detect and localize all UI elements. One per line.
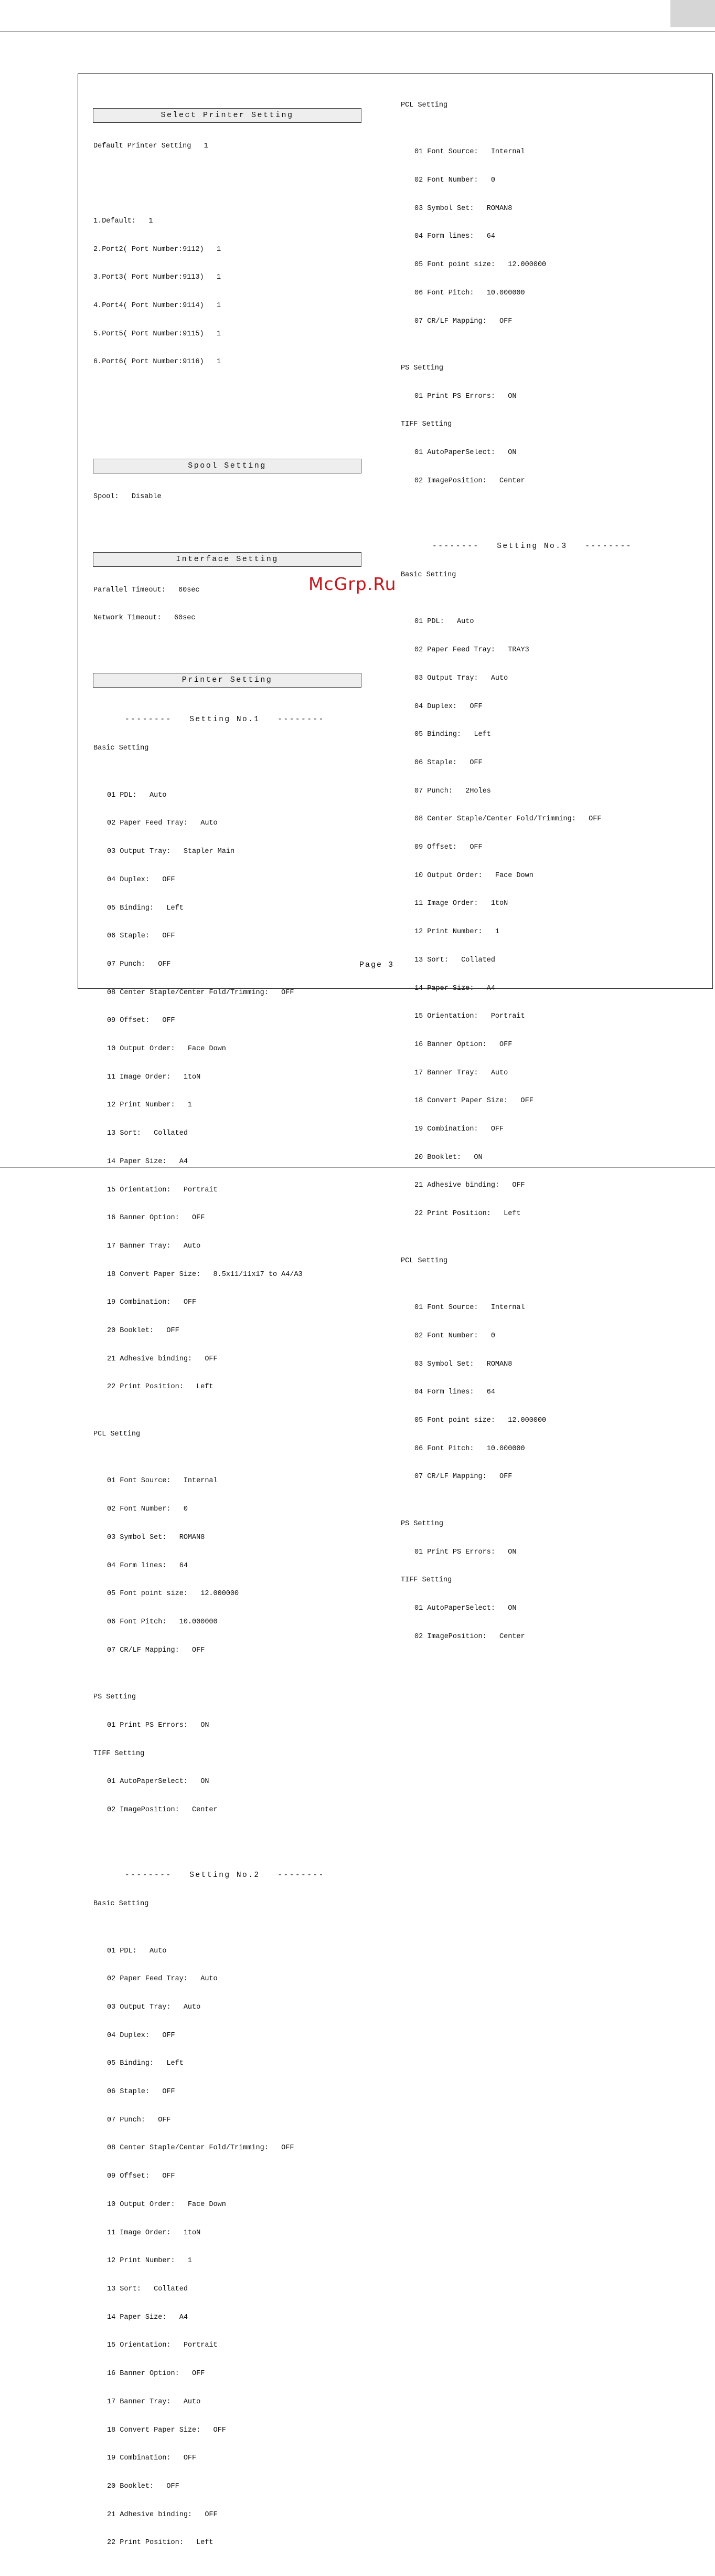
- page-number: Page 3: [359, 960, 394, 969]
- list-item: 01 PDL: Auto: [107, 1947, 167, 1955]
- list-item: 07 CR/LF Mapping: OFF: [414, 1473, 513, 1481]
- list-item: 07 CR/LF Mapping: OFF: [107, 1646, 205, 1654]
- list-item: 21 Adhesive binding: OFF: [414, 1181, 525, 1190]
- port-item: 2.Port2( Port Number:9112) 1: [93, 245, 221, 254]
- list-item: 04 Form lines: 64: [107, 1561, 188, 1570]
- list-item: 18 Convert Paper Size: OFF: [107, 2426, 226, 2434]
- port-list: [93, 198, 366, 386]
- default-printer-line: Default Printer Setting 1: [93, 142, 208, 150]
- list-item: 20 Booklet: OFF: [107, 2482, 179, 2490]
- list-item: 18 Convert Paper Size: 8.5x11/11x17 to A4/A3: [107, 1270, 303, 1279]
- pcl-heading: PCL Setting: [93, 1430, 141, 1438]
- list-item: 01 PDL: Auto: [414, 618, 474, 626]
- list-item: 10 Output Order: Face Down: [107, 1045, 226, 1053]
- list-item: 03 Output Tray: Auto: [414, 674, 508, 682]
- list-item: 16 Banner Option: OFF: [107, 2370, 205, 2378]
- port-item: 3.Port3( Port Number:9113) 1: [93, 273, 221, 282]
- list-item: 01 Font Source: Internal: [414, 1304, 525, 1312]
- list-item: 03 Symbol Set: ROMAN8: [107, 1533, 205, 1542]
- list-item: 07 Punch: OFF: [107, 960, 171, 968]
- list-item: 14 Paper Size: A4: [107, 1157, 188, 1166]
- list-item: 07 Punch: OFF: [107, 2116, 171, 2124]
- list-item: 01 Font Source: Internal: [414, 148, 525, 156]
- setting-3-title: -------- Setting No.3 --------: [432, 542, 632, 551]
- list-item: 02 Font Number: 0: [414, 1332, 495, 1340]
- printer-banner: Printer Setting: [93, 673, 361, 688]
- ps-heading: PS Setting: [401, 364, 444, 373]
- list-item: 02 ImagePosition: Center: [414, 477, 525, 485]
- list-item: 02 Font Number: 0: [414, 176, 495, 185]
- list-item: 05 Binding: Left: [107, 904, 184, 912]
- list-item: 18 Convert Paper Size: OFF: [414, 1097, 533, 1105]
- list-item: 22 Print Position: Left: [414, 1210, 521, 1218]
- list-item: 14 Paper Size: A4: [107, 2313, 188, 2321]
- setting-2-pcl-list: [401, 129, 695, 345]
- list-item: 09 Offset: OFF: [414, 843, 483, 852]
- ps-heading: PS Setting: [401, 1519, 444, 1528]
- list-item: 16 Banner Option: OFF: [414, 1040, 513, 1049]
- basic-heading: Basic Setting: [401, 571, 456, 579]
- setting-2-title: -------- Setting No.2 --------: [125, 1871, 325, 1880]
- list-item: 15 Orientation: Portrait: [107, 1186, 218, 1194]
- left-column: [93, 89, 366, 2576]
- spool-line: Spool: Disable: [93, 493, 162, 501]
- list-item: 19 Combination: OFF: [414, 1125, 504, 1134]
- list-item: 03 Output Tray: Stapler Main: [107, 848, 235, 856]
- list-item: 17 Banner Tray: Auto: [107, 2398, 201, 2406]
- list-item: 16 Banner Option: OFF: [107, 1214, 205, 1222]
- list-item: 21 Adhesive binding: OFF: [107, 2510, 218, 2519]
- basic-heading: Basic Setting: [93, 744, 149, 753]
- list-item: 05 Binding: Left: [107, 2060, 184, 2068]
- spool-banner: Spool Setting: [93, 459, 361, 473]
- list-item: 06 Staple: OFF: [414, 758, 483, 767]
- list-item: 22 Print Position: Left: [107, 2539, 214, 2547]
- list-item: 01 AutoPaperSelect: ON: [414, 449, 517, 457]
- list-item: 04 Form lines: 64: [414, 233, 495, 241]
- list-item: 01 AutoPaperSelect: ON: [414, 1604, 517, 1613]
- setting-3-pcl-list: [401, 1284, 695, 1501]
- list-item: 06 Font Pitch: 10.000000: [414, 289, 525, 297]
- list-item: 08 Center Staple/Center Fold/Trimming: OFF: [107, 988, 294, 997]
- list-item: 05 Font point size: 12.000000: [107, 1590, 239, 1598]
- list-item: 14 Paper Size: A4: [414, 984, 495, 993]
- list-item: 11 Image Order: 1toN: [107, 1073, 201, 1081]
- list-item: 03 Symbol Set: ROMAN8: [414, 204, 513, 213]
- list-item: 22 Print Position: Left: [107, 1383, 214, 1391]
- setting-1-pcl-list: [93, 1458, 366, 1674]
- setting-1-title: -------- Setting No.1 --------: [125, 715, 325, 724]
- watermark-text: McGrp.Ru: [308, 574, 397, 594]
- list-item: 10 Output Order: Face Down: [414, 871, 533, 880]
- list-item: 20 Booklet: ON: [414, 1153, 483, 1162]
- pcl-heading: PCL Setting: [401, 101, 448, 109]
- list-item: 17 Banner Tray: Auto: [414, 1069, 508, 1077]
- right-column: [401, 82, 695, 1651]
- list-item: 04 Duplex: OFF: [414, 702, 483, 711]
- list-item: 05 Font point size: 12.000000: [414, 1417, 547, 1425]
- list-item: 08 Center Staple/Center Fold/Trimming: OFF: [107, 2144, 294, 2152]
- interface-banner: Interface Setting: [93, 552, 361, 567]
- list-item: 13 Sort: Collated: [414, 956, 495, 964]
- basic-heading: Basic Setting: [93, 1900, 149, 1908]
- list-item: 04 Form lines: 64: [414, 1388, 495, 1397]
- list-item: 05 Binding: Left: [414, 731, 491, 739]
- list-item: 07 Punch: 2Holes: [414, 787, 491, 795]
- list-item: 06 Font Pitch: 10.000000: [414, 1444, 525, 1453]
- list-item: 11 Image Order: 1toN: [107, 2229, 201, 2237]
- list-item: 15 Orientation: Portrait: [414, 1012, 525, 1021]
- corner-tab: [670, 0, 715, 27]
- header-rule: [0, 31, 715, 32]
- list-item: 19 Combination: OFF: [107, 2454, 197, 2463]
- port-item: 1.Default: 1: [93, 217, 153, 225]
- list-item: 04 Duplex: OFF: [107, 2031, 175, 2040]
- list-item: 21 Adhesive binding: OFF: [107, 1355, 218, 1363]
- list-item: 20 Booklet: OFF: [107, 1327, 179, 1335]
- list-item: 01 Print PS Errors: ON: [107, 1721, 209, 1729]
- list-item: 13 Sort: Collated: [107, 2285, 188, 2293]
- port-item: 6.Port6( Port Number:9116) 1: [93, 358, 221, 366]
- tiff-heading: TIFF Setting: [401, 420, 452, 429]
- list-item: 02 ImagePosition: Center: [107, 1806, 218, 1814]
- list-item: 04 Duplex: OFF: [107, 875, 175, 884]
- list-item: 01 Print PS Errors: ON: [414, 392, 517, 400]
- interface-line: Network Timeout: 60sec: [93, 614, 196, 622]
- pcl-heading: PCL Setting: [401, 1257, 448, 1265]
- select-printer-banner: Select Printer Setting: [93, 108, 361, 123]
- tiff-heading: TIFF Setting: [93, 1749, 145, 1758]
- list-item: 07 CR/LF Mapping: OFF: [414, 317, 513, 325]
- port-item: 4.Port4( Port Number:9114) 1: [93, 301, 221, 310]
- list-item: 12 Print Number: 1: [107, 1101, 193, 1110]
- list-item: 19 Combination: OFF: [107, 1298, 197, 1307]
- list-item: 02 Paper Feed Tray: Auto: [107, 819, 218, 828]
- list-item: 03 Symbol Set: ROMAN8: [414, 1360, 513, 1368]
- tiff-heading: TIFF Setting: [401, 1576, 452, 1585]
- list-item: 01 Print PS Errors: ON: [414, 1548, 517, 1556]
- list-item: 10 Output Order: Face Down: [107, 2200, 226, 2209]
- list-item: 06 Font Pitch: 10.000000: [107, 1618, 218, 1626]
- list-item: 09 Offset: OFF: [107, 2172, 175, 2181]
- list-item: 13 Sort: Collated: [107, 1129, 188, 1138]
- interface-line: Parallel Timeout: 60sec: [93, 586, 200, 594]
- list-item: 12 Print Number: 1: [107, 2257, 193, 2265]
- list-item: 01 AutoPaperSelect: ON: [107, 1778, 209, 1786]
- list-item: 15 Orientation: Portrait: [107, 2341, 218, 2350]
- list-item: 08 Center Staple/Center Fold/Trimming: OFF: [414, 815, 602, 824]
- list-item: 02 Paper Feed Tray: Auto: [107, 1975, 218, 1983]
- list-item: 01 Font Source: Internal: [107, 1477, 218, 1485]
- list-item: 06 Staple: OFF: [107, 2088, 175, 2096]
- ps-heading: PS Setting: [93, 1693, 136, 1702]
- list-item: 03 Output Tray: Auto: [107, 2003, 201, 2011]
- setting-1-basic-list: [93, 772, 366, 1411]
- list-item: 02 ImagePosition: Center: [414, 1632, 525, 1641]
- list-item: 12 Print Number: 1: [414, 928, 500, 936]
- list-item: 01 PDL: Auto: [107, 791, 167, 799]
- list-item: 11 Image Order: 1toN: [414, 900, 508, 908]
- list-item: 02 Font Number: 0: [107, 1505, 188, 1514]
- list-item: 06 Staple: OFF: [107, 932, 175, 941]
- port-item: 5.Port5( Port Number:9115) 1: [93, 330, 221, 338]
- list-item: 05 Font point size: 12.000000: [414, 261, 547, 269]
- list-item: 02 Paper Feed Tray: TRAY3: [414, 646, 529, 654]
- setting-2-basic-list: [93, 1928, 366, 2567]
- setting-3-basic-list: [401, 599, 695, 1238]
- list-item: 17 Banner Tray: Auto: [107, 1242, 201, 1250]
- footer-rule: [0, 1167, 715, 1168]
- list-item: 09 Offset: OFF: [107, 1017, 175, 1025]
